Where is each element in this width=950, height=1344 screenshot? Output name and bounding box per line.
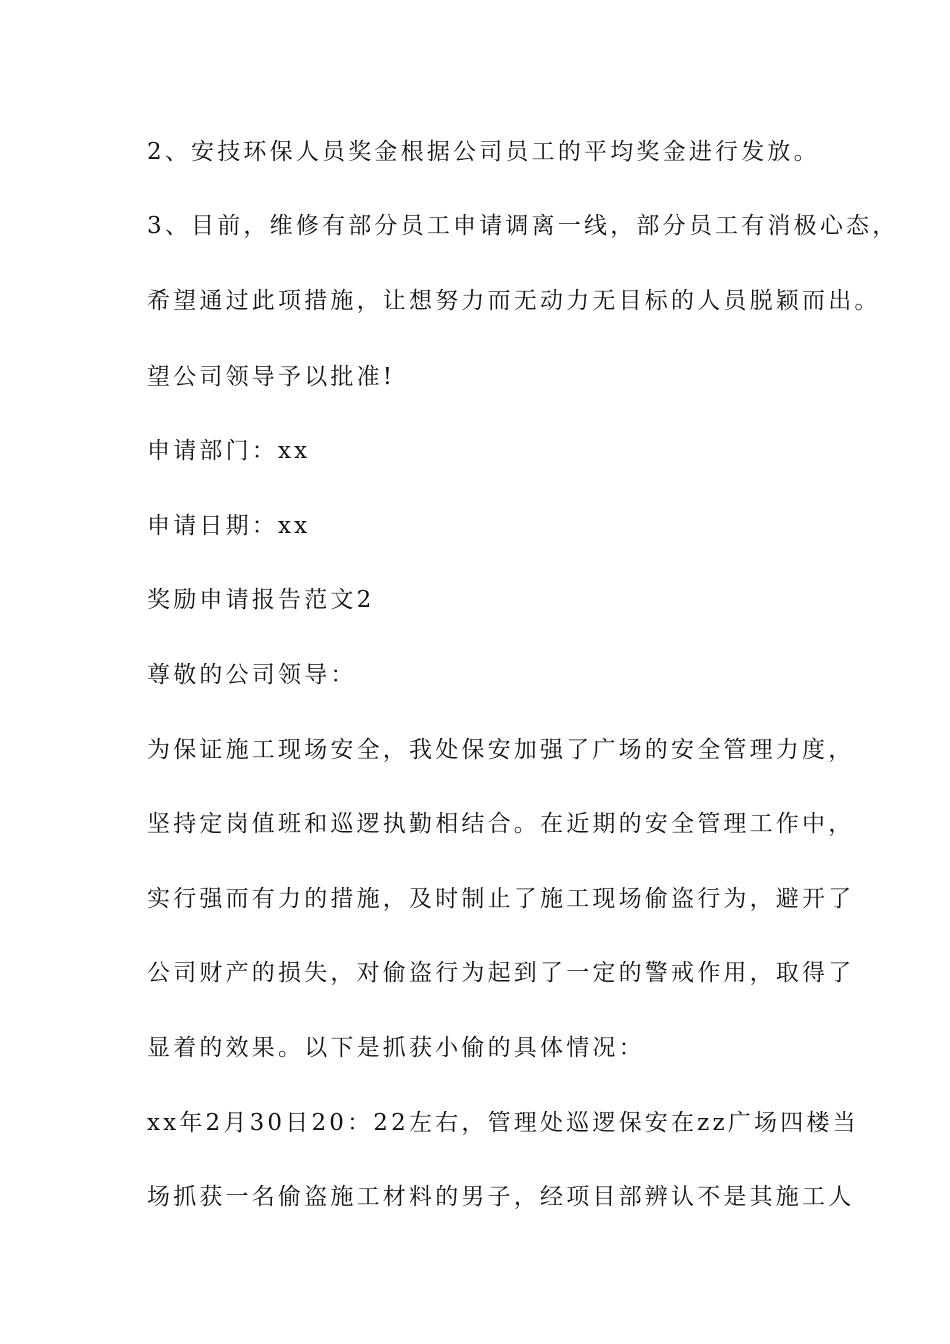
applicant-department: 申请部门：xx (147, 438, 311, 464)
paragraph-line: 为保证施工现场安全，我处保安加强了广场的安全管理力度， (147, 737, 855, 763)
paragraph-line: 场抓获一名偷盗施工材料的男子，经项目部辨认不是其施工人 (147, 1184, 855, 1210)
paragraph-line: 坚持定岗值班和巡逻执勤相结合。在近期的安全管理工作中， (147, 811, 855, 837)
paragraph-line: 2、安技环保人员奖金根据公司员工的平均奖金进行发放。 (147, 139, 820, 165)
paragraph-line: 公司财产的损失，对偷盗行为起到了一定的警戒作用，取得了 (147, 960, 855, 986)
paragraph-line: xx年2月30日20：22左右，管理处巡逻保安在zz广场四楼当 (147, 1110, 859, 1136)
paragraph-line: 3、目前，维修有部分员工申请调离一线，部分员工有消极心态， (147, 213, 899, 239)
paragraph-line: 显着的效果。以下是抓获小偷的具体情况： (147, 1035, 645, 1061)
section-heading: 奖励申请报告范文2 (147, 587, 375, 613)
paragraph-line: 望公司领导予以批准! (147, 364, 396, 390)
paragraph-line: 实行强而有力的措施，及时制止了施工现场偷盗行为，避开了 (147, 886, 855, 912)
salutation: 尊敬的公司领导： (147, 662, 357, 688)
paragraph-line: 希望通过此项措施，让想努力而无动力无目标的人员脱颖而出。 (147, 288, 881, 314)
application-date: 申请日期：xx (147, 513, 311, 539)
